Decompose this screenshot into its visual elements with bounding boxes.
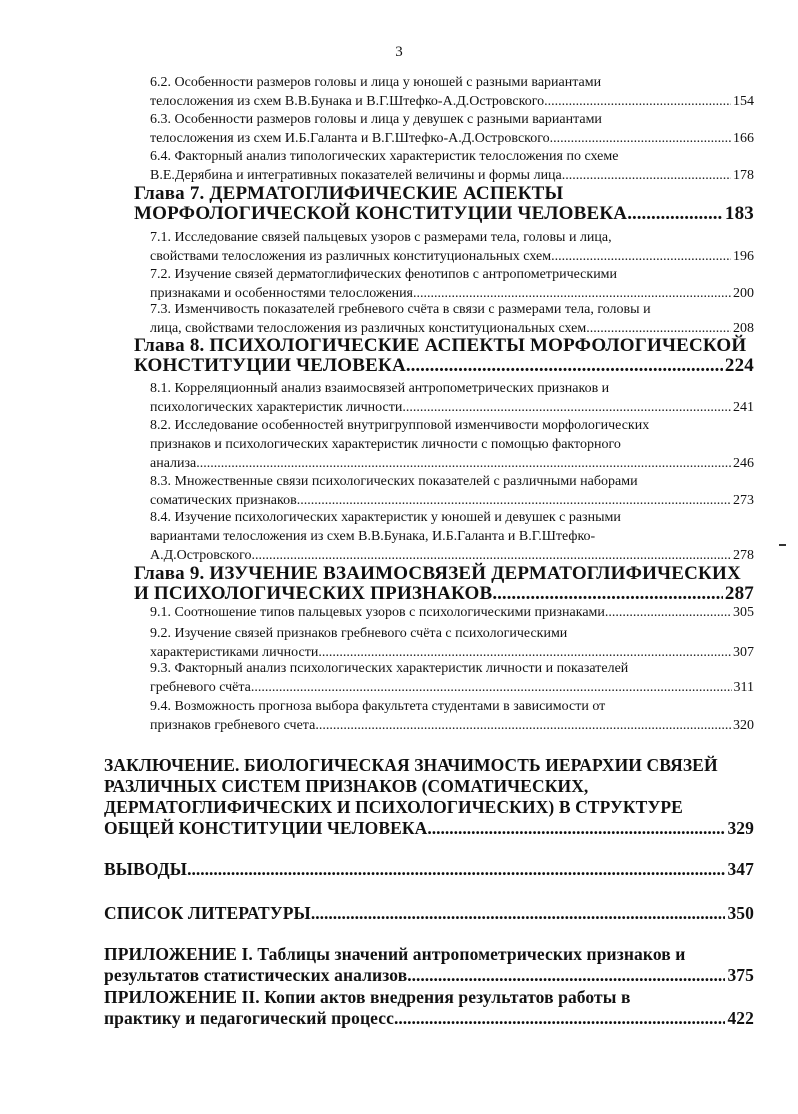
toc-entry-line: 9.4. Возможность прогноза выбора факультета студентами в зависимости от <box>150 699 606 714</box>
toc-entry-last-line <box>150 398 754 417</box>
toc-entry[interactable] <box>104 755 754 839</box>
toc-entry-line: ДЕРМАТОГЛИФИЧЕСКИХ И ПСИХОЛОГИЧЕСКИХ) В СТРУКТУРЕ <box>104 797 683 817</box>
dot-leader <box>311 903 726 924</box>
toc-entry[interactable] <box>150 147 754 185</box>
toc-entry-line: ЗАКЛЮЧЕНИЕ. БИОЛОГИЧЕСКАЯ ЗНАЧИМОСТЬ ИЕРАРХИИ СВЯЗЕЙ <box>104 755 718 775</box>
toc-entry[interactable] <box>150 508 754 565</box>
toc-entry-line: ПРИЛОЖЕНИЕ I. Таблицы значений антропометрических признаков и <box>104 944 686 964</box>
toc-entry-line: Глава 8. ПСИХОЛОГИЧЕСКИЕ АСПЕКТЫ МОРФОЛОГИЧЕСКОЙ <box>134 335 747 356</box>
toc-page-number: 305 <box>733 605 754 620</box>
toc-page-number: 329 <box>727 818 754 838</box>
toc-entry-last-line <box>134 204 754 224</box>
dot-leader <box>544 92 731 111</box>
toc-page-number: 246 <box>733 456 754 471</box>
dot-leader <box>605 603 731 622</box>
toc-entry[interactable] <box>150 624 754 662</box>
toc-entry[interactable] <box>150 603 754 622</box>
toc-entry-title: ВЫВОДЫ <box>104 859 188 879</box>
toc-entry-last-line <box>104 903 754 924</box>
dot-leader <box>427 818 725 839</box>
toc-entry-title: МОРФОЛОГИЧЕСКОЙ КОНСТИТУЦИИ ЧЕЛОВЕКА <box>134 203 628 224</box>
toc-entry-line: ПРИЛОЖЕНИЕ II. Копии актов внедрения результатов работы в <box>104 987 631 1007</box>
toc-entry-line: 7.2. Изучение связей дерматоглифических фенотипов с антропометрическими <box>150 267 618 282</box>
dot-leader <box>407 965 725 986</box>
dot-leader <box>315 716 731 735</box>
toc-entry-line: 6.2. Особенности размеров головы и лица у юношей с разными вариантами <box>150 75 602 90</box>
toc-entry-line: 9.2. Изучение связей признаков гребневого счёта с психологическими <box>150 626 568 641</box>
toc-page-number: 183 <box>724 203 754 224</box>
dot-leader <box>550 129 731 148</box>
toc-entry-last-line <box>150 92 754 111</box>
toc-entry-title: И ПСИХОЛОГИЧЕСКИХ ПРИЗНАКОВ <box>134 583 493 604</box>
toc-entry-line: Глава 7. ДЕРМАТОГЛИФИЧЕСКИЕ АСПЕКТЫ <box>134 183 564 204</box>
toc-entry-last-line <box>150 247 754 266</box>
toc-entry[interactable] <box>150 73 754 111</box>
toc-entry-title: СПИСОК ЛИТЕРАТУРЫ <box>104 903 311 923</box>
toc-entry-title: свойствами телосложения из различных конституциональных схем <box>150 249 552 264</box>
toc-page-number: 200 <box>733 286 754 301</box>
toc-entry-line: 8.3. Множественные связи психологических показателей с различными наборами <box>150 474 638 489</box>
toc-entry-line: 6.4. Факторный анализ типологических характеристик телосложения по схеме <box>150 149 619 164</box>
toc-entry-last-line <box>150 603 754 622</box>
toc-page-number: 154 <box>733 94 754 109</box>
toc-entry[interactable] <box>150 265 754 303</box>
toc-page-number: 287 <box>724 583 754 604</box>
toc-entry[interactable] <box>134 184 754 224</box>
toc-entry-title: ОБЩЕЙ КОНСТИТУЦИИ ЧЕЛОВЕКА <box>104 818 428 838</box>
toc-entry-line: 8.1. Корреляционный анализ взаимосвязей антропометрических признаков и <box>150 381 610 396</box>
toc-entry-line: 8.2. Исследование особенностей внутригрупповой изменчивости морфологических <box>150 418 650 433</box>
toc-page-number: 224 <box>724 355 754 376</box>
toc-entry-line: 7.3. Изменчивость показателей гребневого счёта в связи с размерами тела, головы и <box>150 302 651 317</box>
toc-entry[interactable] <box>134 336 754 376</box>
toc-page-number: 422 <box>727 1008 754 1028</box>
toc-entry-last-line <box>104 859 754 880</box>
toc-entry-last-line <box>150 716 754 735</box>
toc-page-number: 178 <box>733 168 754 183</box>
toc-entry-last-line <box>150 129 754 148</box>
toc-entry[interactable] <box>150 416 754 473</box>
toc-entry-title: лица, свойствами телосложения из различных конституциональных схем <box>150 321 587 336</box>
toc-entry-last-line <box>150 678 754 697</box>
toc-entry-title: характеристиками личности <box>150 645 319 660</box>
toc-entry[interactable] <box>104 903 754 924</box>
toc-entry-title: телосложения из схем И.Б.Галанта и В.Г.Штефко-А.Д.Островского <box>150 131 550 146</box>
toc-entry-title: КОНСТИТУЦИИ ЧЕЛОВЕКА <box>134 355 406 376</box>
toc-entry[interactable] <box>150 300 754 338</box>
toc-page-number: 278 <box>733 548 754 563</box>
dot-leader <box>562 166 731 185</box>
toc-entry-line: 6.3. Особенности размеров головы и лица у девушек с разными вариантами <box>150 112 602 127</box>
toc-page-number: 311 <box>733 680 754 695</box>
toc-page-number: 273 <box>733 493 754 508</box>
toc-entry[interactable] <box>150 379 754 417</box>
toc-entry[interactable] <box>150 697 754 735</box>
toc-entry-title: признаками и особенностями телосложения <box>150 286 413 301</box>
toc-page-number: 350 <box>727 903 754 923</box>
toc-entry-last-line <box>134 356 754 376</box>
toc-entry-last-line <box>104 818 754 839</box>
dot-leader <box>394 1008 725 1029</box>
toc-entry-line: РАЗЛИЧНЫХ СИСТЕМ ПРИЗНАКОВ (СОМАТИЧЕСКИХ, <box>104 776 589 796</box>
toc-entry[interactable] <box>150 228 754 266</box>
dot-leader <box>251 678 732 697</box>
toc-entry[interactable] <box>150 110 754 148</box>
toc-entry[interactable] <box>150 659 754 697</box>
toc-entry-title: В.Е.Дерябина и интегративных показателей величины и формы лица <box>150 168 562 183</box>
toc-entry-title: практику и педагогический процесс <box>104 1008 394 1028</box>
toc-page-number: 241 <box>733 400 754 415</box>
dot-leader <box>627 204 723 224</box>
toc-entry-title: анализа <box>150 456 197 471</box>
toc-entry-line: 7.1. Исследование связей пальцевых узоров с размерами тела, головы и лица, <box>150 230 612 245</box>
dot-leader <box>187 859 725 880</box>
page-number: 3 <box>395 44 403 60</box>
toc-entry-last-line <box>134 584 754 604</box>
toc-entry-line: признаков и психологических характеристик личности с помощью факторного <box>150 437 621 452</box>
toc-entry-line: Глава 9. ИЗУЧЕНИЕ ВЗАИМОСВЯЗЕЙ ДЕРМАТОГЛИФИЧЕСКИХ <box>134 563 741 584</box>
toc-page-number: 208 <box>733 321 754 336</box>
dot-leader <box>551 247 731 266</box>
toc-entry-line: 8.4. Изучение психологических характеристик у юношей и девушек с разными <box>150 510 621 525</box>
dot-leader <box>402 398 731 417</box>
toc-page-number: 320 <box>733 718 754 733</box>
dot-leader <box>196 454 731 473</box>
toc-page-number: 196 <box>733 249 754 264</box>
margin-mark <box>779 544 786 546</box>
dot-leader <box>492 584 722 604</box>
toc-entry-last-line <box>150 454 754 473</box>
toc-entry[interactable] <box>104 944 754 986</box>
toc-page-number: 166 <box>733 131 754 146</box>
toc-entry-title: психологических характеристик личности <box>150 400 403 415</box>
toc-entry-title: гребневого счёта <box>150 680 251 695</box>
toc-entry[interactable] <box>104 859 754 880</box>
toc-entry-title: соматических признаков <box>150 493 297 508</box>
toc-entry-title: результатов статистических анализов <box>104 965 408 985</box>
dot-leader <box>406 356 723 376</box>
toc-entry-line: 9.3. Факторный анализ психологических характеристик личности и показателей <box>150 661 629 676</box>
toc-entry[interactable] <box>150 472 754 510</box>
toc-page-number: 307 <box>733 645 754 660</box>
toc-entry-last-line <box>104 965 754 986</box>
toc-page-number: 375 <box>727 965 754 985</box>
toc-entry-title: признаков гребневого счета <box>150 718 316 733</box>
toc-entry-title: А.Д.Островского <box>150 548 252 563</box>
toc-entry[interactable] <box>104 987 754 1029</box>
toc-entry-line: вариантами телосложения из схем В.В.Бунака, И.Б.Галанта и В.Г.Штефко- <box>150 529 596 544</box>
toc-entry-title: телосложения из схем В.В.Бунака и В.Г.Штефко-А.Д.Островского <box>150 94 545 109</box>
toc-page-number: 347 <box>727 859 754 879</box>
toc-entry[interactable] <box>134 564 754 604</box>
toc-entry-last-line <box>104 1008 754 1029</box>
toc-entry-title: 9.1. Соотношение типов пальцевых узоров с психологическими признаками <box>150 605 605 620</box>
